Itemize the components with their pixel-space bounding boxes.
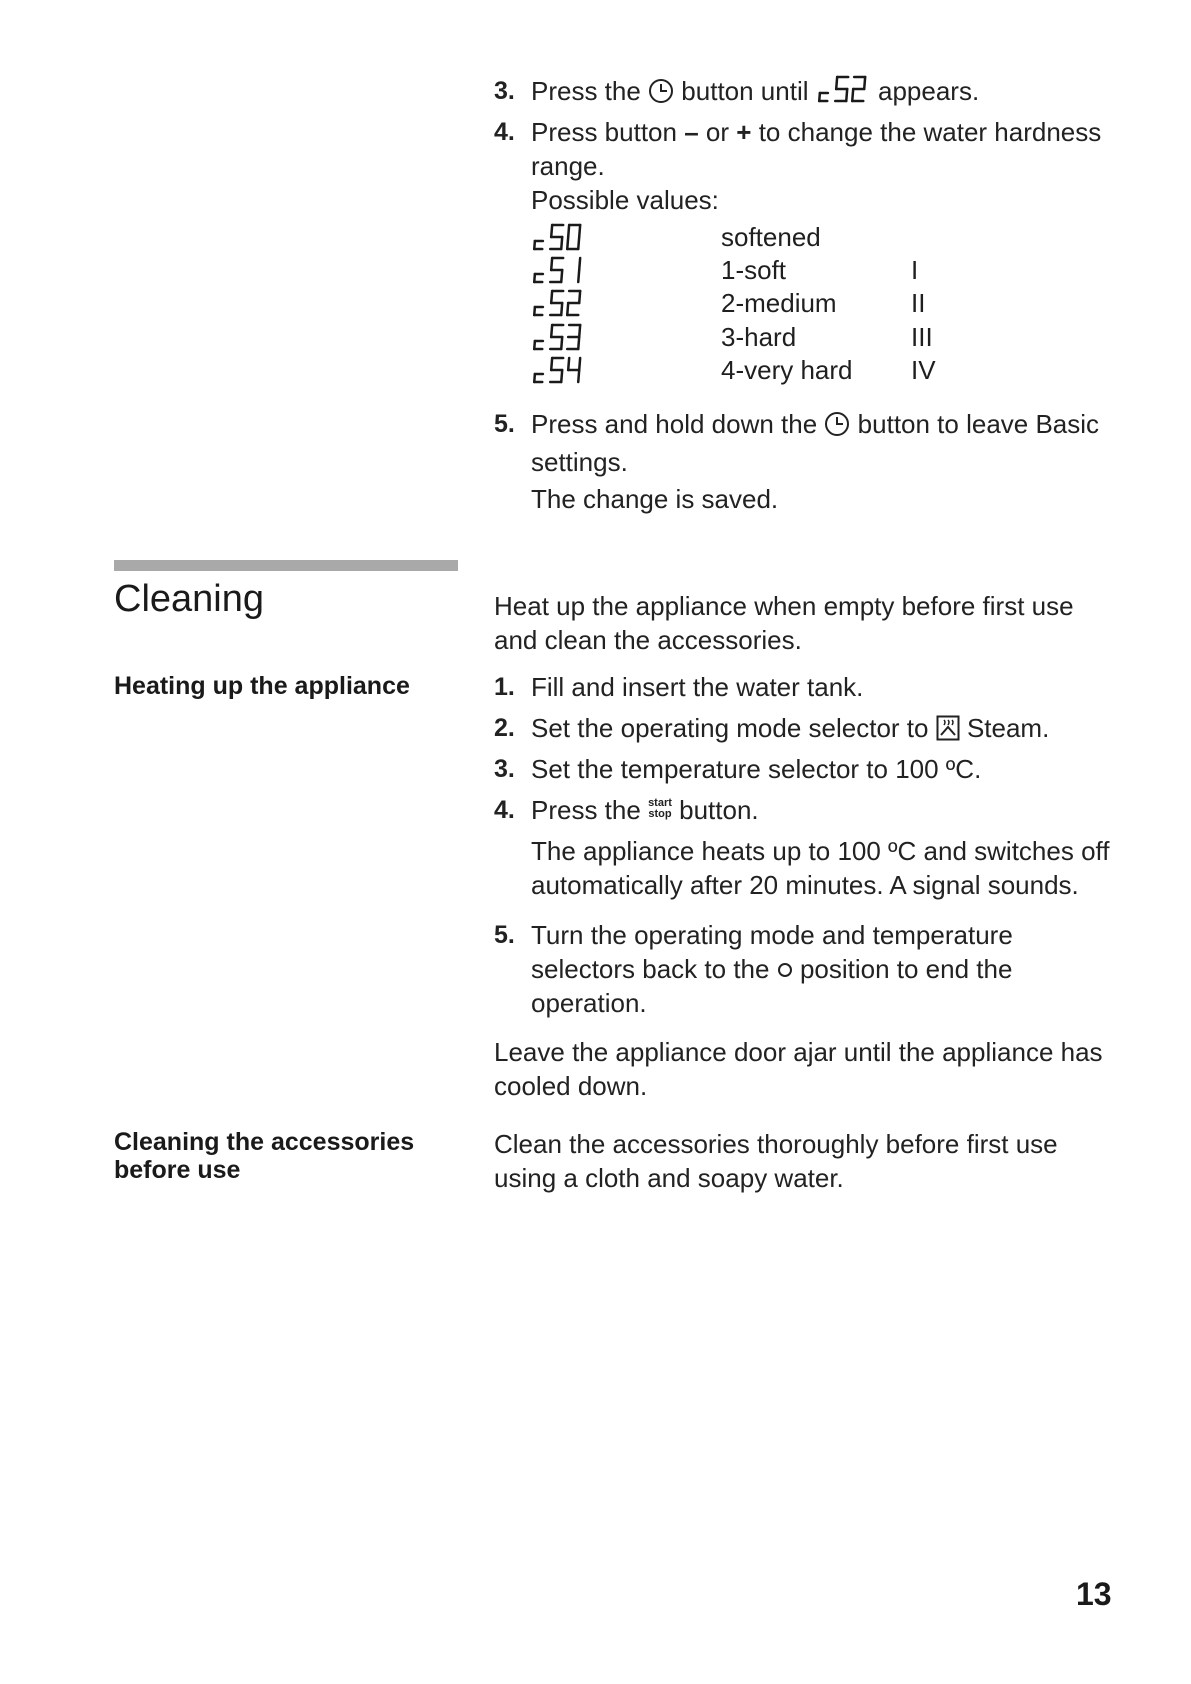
- change-saved-note: The change is saved.: [531, 484, 779, 514]
- minus-symbol: –: [684, 117, 699, 147]
- hardness-label: 3-hard: [721, 322, 797, 352]
- step-text-before: Turn the operating mode and temperature selectors back to the: [531, 920, 1013, 984]
- step-number: 3.: [494, 77, 515, 105]
- clock-icon: [648, 78, 674, 112]
- step-text-before: Set the operating mode selector to: [531, 713, 929, 743]
- step-text-after: to change the water hardness range.: [531, 117, 1102, 181]
- hardness-label: softened: [721, 222, 821, 252]
- or-text: or: [705, 117, 730, 147]
- start-label: start: [648, 797, 672, 809]
- step-text: [531, 115, 1131, 183]
- step-text: Fill and insert the water tank.: [531, 672, 864, 702]
- seven-segment-code: [531, 222, 586, 257]
- clock-icon: [824, 411, 850, 445]
- heating-result: The appliance heats up to 100 ºC and switches off automatically after 20 minutes. A signal sounds.: [531, 836, 1110, 900]
- page-number: 13: [1076, 1576, 1112, 1612]
- hardness-label: 1-soft: [721, 255, 787, 285]
- step-text-after: button.: [679, 795, 759, 825]
- plus-symbol: +: [736, 117, 752, 147]
- step-text-after: button to leave Basic settings.: [531, 409, 1100, 477]
- step-text-before: Press the: [531, 76, 641, 106]
- seven-segment-code: [531, 288, 586, 323]
- off-position-icon: [777, 952, 793, 986]
- subheading-accessories: Cleaning the accessories before use: [114, 1128, 415, 1184]
- step-number: 4.: [494, 796, 515, 824]
- hardness-range-roman: III: [911, 322, 933, 352]
- possible-values-label: Possible values:: [531, 185, 719, 215]
- step-text-after: Steam.: [966, 713, 1050, 743]
- step-text-before: Press the: [531, 795, 641, 825]
- hardness-range-roman: I: [911, 255, 919, 285]
- seven-segment-code: [531, 355, 586, 390]
- step-number: 5.: [494, 921, 515, 949]
- seven-segment-code: [816, 74, 871, 104]
- seven-segment-code: [531, 255, 586, 290]
- door-note: Leave the appliance door ajar until the appliance has cooled down.: [494, 1037, 1103, 1101]
- hardness-range-roman: IV: [911, 355, 936, 385]
- step-text: [531, 407, 1131, 479]
- step-text-end: appears.: [877, 76, 980, 106]
- stop-label: stop: [648, 808, 672, 820]
- hardness-label: 2-medium: [721, 288, 837, 318]
- step-text: Set the temperature selector to 100 ºC.: [531, 754, 982, 784]
- section-title: Cleaning: [114, 578, 264, 620]
- step-text: [531, 918, 1051, 1020]
- step-number: 1.: [494, 673, 515, 701]
- hardness-range-roman: II: [911, 288, 926, 318]
- subheading-heating: Heating up the appliance: [114, 672, 410, 700]
- step-text: [531, 793, 1131, 827]
- intro-paragraph: Heat up the appliance when empty before first use and clean the accessories.: [494, 591, 1074, 655]
- hardness-label: 4-very hard: [721, 355, 853, 385]
- step-number: 4.: [494, 118, 515, 146]
- step-text-before: Press and hold down the: [531, 409, 818, 439]
- section-divider: [114, 560, 458, 571]
- steam-mode-icon: [936, 715, 960, 749]
- step-text: [531, 74, 1131, 112]
- accessories-paragraph: Clean the accessories thoroughly before first use using a cloth and soapy water.: [494, 1129, 1058, 1193]
- step-text-after: position to end the operation.: [531, 954, 1013, 1018]
- step-text-middle: button until: [681, 76, 809, 106]
- step-text-before: Press button: [531, 117, 677, 147]
- step-number: 2.: [494, 714, 515, 742]
- seven-segment-code: [531, 322, 586, 357]
- step-number: 3.: [494, 755, 515, 783]
- step-number: 5.: [494, 410, 515, 438]
- step-text: [531, 711, 1131, 749]
- start-stop-icon: [648, 798, 672, 820]
